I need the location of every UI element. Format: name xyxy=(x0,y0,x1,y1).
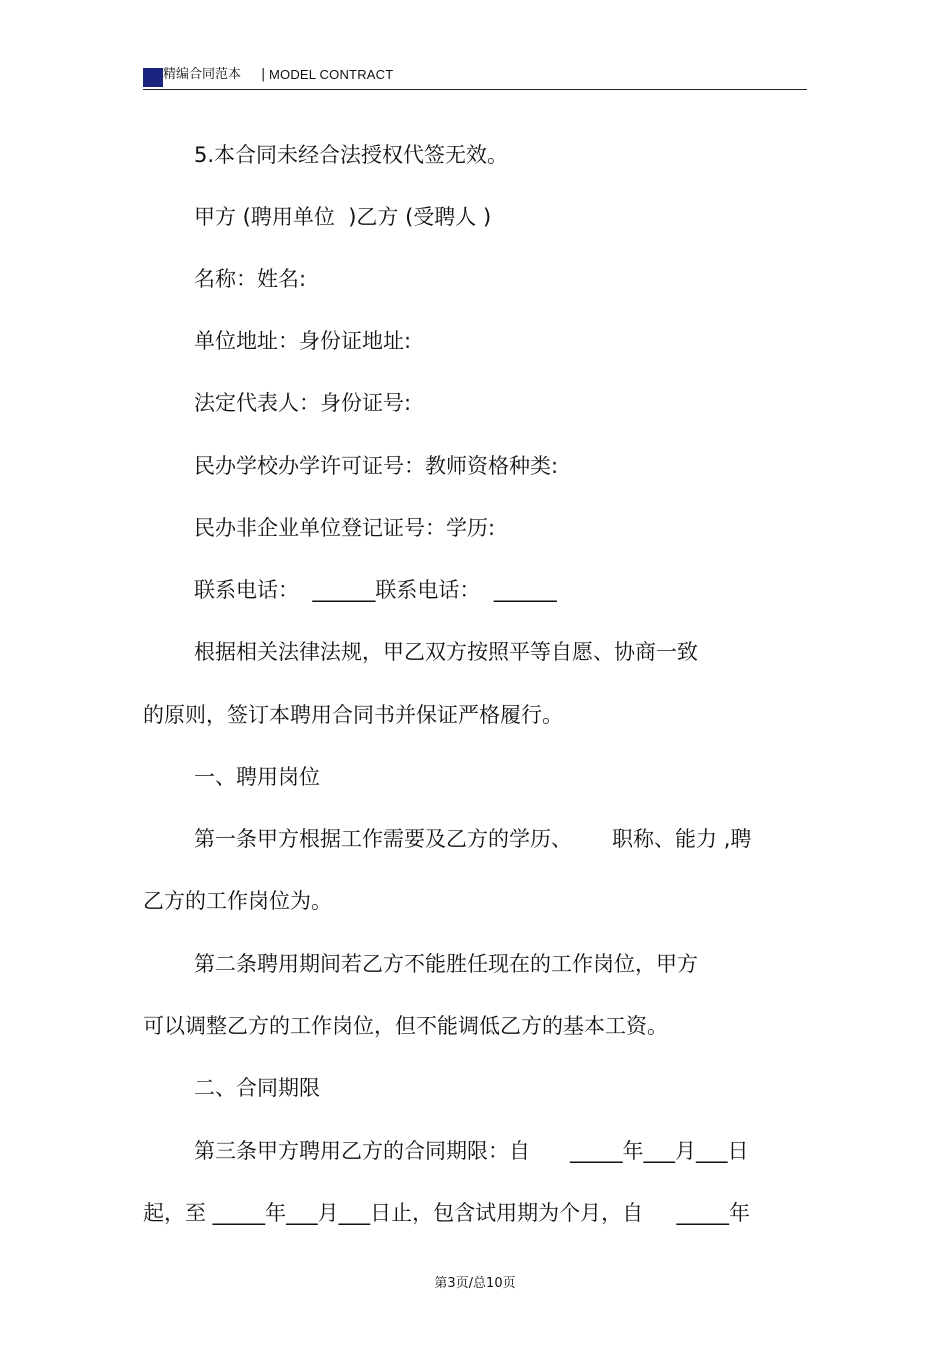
address-line: 单位地址：身份证地址: xyxy=(194,329,412,353)
parties-line: 甲方 (聘用单位 )乙方 (受聘人 ) xyxy=(194,205,492,229)
article-3-line-2: 起，至 _____年___月___日止，包含试用期为个月，自 _____年 xyxy=(143,1201,751,1225)
representative-line: 法定代表人：身份证号: xyxy=(194,391,412,415)
section-1-heading: 一、聘用岗位 xyxy=(194,765,320,789)
article-1-line-1: 第一条甲方根据工作需要及乙方的学历、 职称、能力 ,聘 xyxy=(194,827,752,851)
header-separator: | xyxy=(261,67,266,82)
article-3-line-1: 第三条甲方聘用乙方的合同期限：自 _____年___月___日 xyxy=(194,1139,749,1163)
page-header xyxy=(143,64,807,90)
registration-line: 民办非企业单位登记证号：学历: xyxy=(194,516,496,540)
header-brand: 精编合同范本 xyxy=(163,67,242,82)
article-1-line-2: 乙方的工作岗位为。 xyxy=(143,889,332,913)
clause-5-line: 5.本合同未经合法授权代签无效。 xyxy=(194,143,509,167)
header-english-title: MODEL CONTRACT xyxy=(269,67,394,82)
page-footer: 第3页/总10页 xyxy=(434,1276,516,1291)
logo-mark xyxy=(143,68,163,87)
license-line: 民办学校办学许可证号：教师资格种类: xyxy=(194,454,559,478)
phone-line: 联系电话： ______联系电话： ______ xyxy=(194,578,557,602)
name-line: 名称：姓名: xyxy=(194,267,307,291)
article-2-line-2: 可以调整乙方的工作岗位，但不能调低乙方的基本工资。 xyxy=(143,1014,668,1038)
article-2-line-1: 第二条聘用期间若乙方不能胜任现在的工作岗位，甲方 xyxy=(194,952,698,976)
preamble-line-2: 的原则，签订本聘用合同书并保证严格履行。 xyxy=(143,703,563,727)
preamble-line-1: 根据相关法律法规，甲乙双方按照平等自愿、协商一致 xyxy=(194,640,698,664)
section-2-heading: 二、合同期限 xyxy=(194,1076,320,1100)
